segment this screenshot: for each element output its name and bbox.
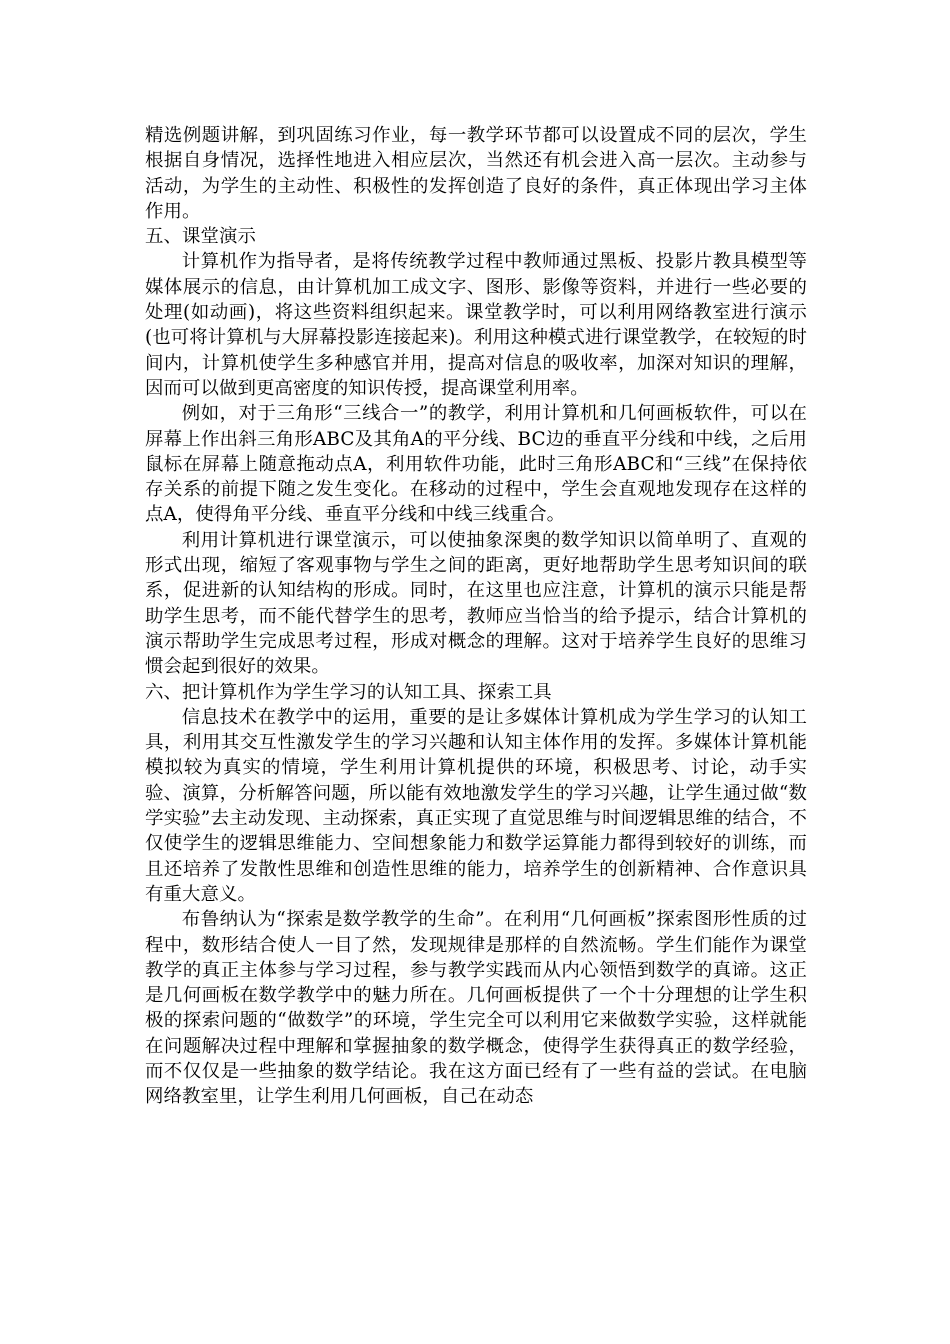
paragraph-bruner-exploration: 布鲁纳认为“探索是数学教学的生命”。在利用“几何画板”探索图形性质的过程中，数形结合使人一目了然，发现规律是那样的自然流畅。学生们能作为课堂教学的真正主体参与学习过程，参与教学实践而从内心领悟到数学的真谛。这正是几何画板在数学教学中的魅力所在。几何画板提供了一个十分理想的让学生积极的探索问题的“做数学”的环境，学生完全可以利用它来做数学实验，这样就能在问题解决过程中理解和掌握抽象的数学概念，使得学生获得真正的数学经验，而不仅仅是一些抽象的数学结论。我在这方面已经有了一些有益的尝试。在电脑网络教室里，让学生利用几何画板，自己在动态 <box>145 909 807 1108</box>
document-page <box>145 123 807 1110</box>
paragraph-cognitive-tool: 信息技术在教学中的运用，重要的是让多媒体计算机成为学生学习的认知工具，利用其交互性激发学生的学习兴趣和认知主体作用的发挥。多媒体计算机能模拟较为真实的情境，学生利用计算机提供的环境，积极思考、讨论，动手实验、演算，分析解答问题，所以能有效地激发学生的学习兴趣，让学生通过做“数学实验”去主动发现、主动探索，真正实现了直觉思维与时间逻辑思维的结合，不仅使学生的逻辑思维能力、空间想象能力和数学运算能力都得到较好的训练，而且还培养了发散性思维和创造性思维的能力，培养学生的创新精神、合作意识具有重大意义。 <box>145 706 807 905</box>
paragraph-demonstration-benefits: 利用计算机进行课堂演示，可以使抽象深奥的数学知识以简单明了、直观的形式出现，缩短了客观事物与学生之间的距离，更好地帮助学生思考知识间的联系，促进新的认知结构的形成。同时，在这里也应注意，计算机的演示只能是帮助学生思考，而不能代替学生的思考，教师应当恰当的给予提示，结合计算机的演示帮助学生完成思考过程，形成对概念的理解。这对于培养学生良好的思维习惯会起到很好的效果。 <box>145 529 807 678</box>
section-heading-6: 六、把计算机作为学生学习的认知工具、探索工具 <box>145 681 552 703</box>
paragraph-continuation: 精选例题讲解，到巩固练习作业，每一教学环节都可以设置成不同的层次，学生根据自身情况，选择性地进入相应层次，当然还有机会进入高一层次。主动参与活动，为学生的主动性、积极性的发挥创造了良好的条件，真正体现出学习主体作用。 <box>145 125 807 222</box>
section-heading-5: 五、课堂演示 <box>145 226 256 248</box>
paragraph-computer-as-guide: 计算机作为指导者，是将传统教学过程中教师通过黑板、投影片教具模型等媒体展示的信息，由计算机加工成文字、图形、影像等资料，并进行一些必要的处理(如动画)，将这些资料组织起来。课堂教学时，可以利用网络教室进行演示(也可将计算机与大屏幕投影连接起来)。利用这种模式进行课堂教学，在较短的时间内，计算机使学生多种感官并用，提高对信息的吸收率，加深对知识的理解，因而可以做到更高密度的知识传授，提高课堂利用率。 <box>145 251 807 399</box>
paragraph-triangle-example: 例如，对于三角形“三线合一”的教学，利用计算机和几何画板软件，可以在屏幕上作出斜三角形ABC及其角A的平分线、BC边的垂直平分线和中线，之后用鼠标在屏幕上随意拖动点A，利用软件功能，此时三角形ABC和“三线”在保持依存关系的前提下随之发生变化。在移动的过程中，学生会直观地发现存在这样的点A，使得角平分线、垂直平分线和中线三线重合。 <box>145 403 807 526</box>
